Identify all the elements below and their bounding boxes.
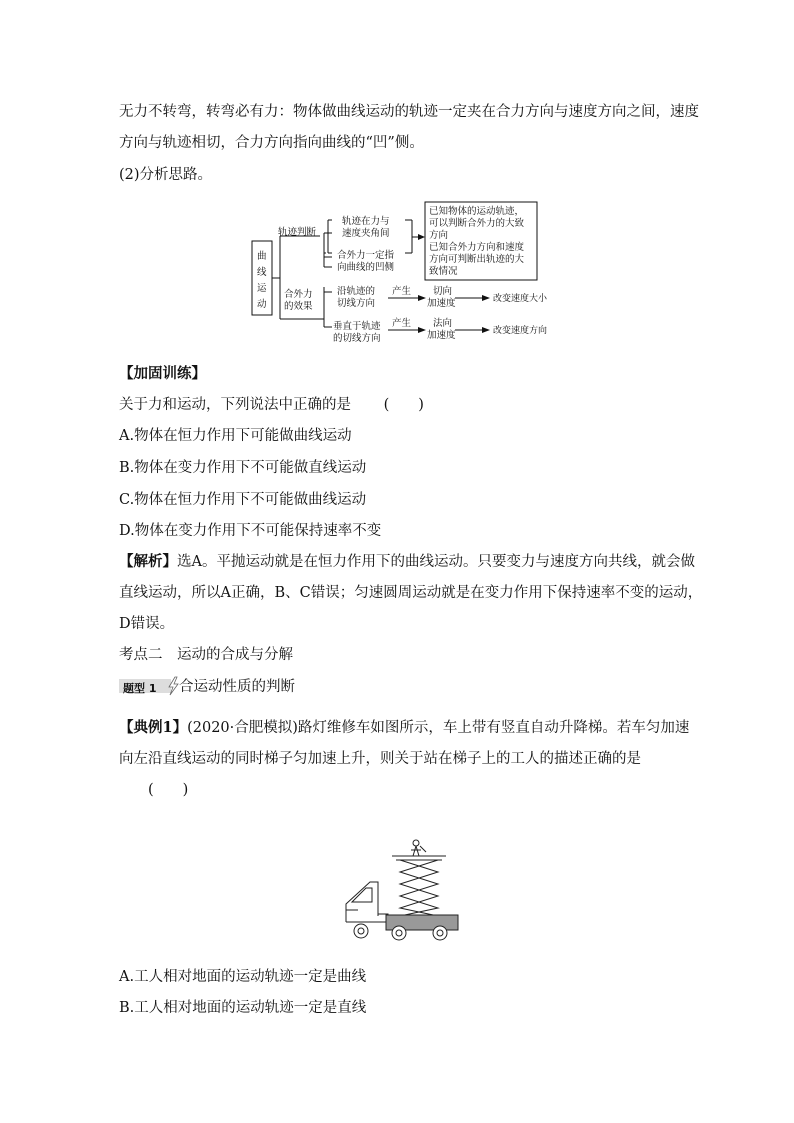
branch-force-1: 合外力 <box>284 289 313 300</box>
example-source: (2020·合肥模拟) <box>187 720 298 736</box>
answer-paren: ( ) <box>383 397 424 413</box>
example-text-1: 路灯维修车如图所示，车上带有竖直自动升降梯。若车匀加速 <box>297 720 690 736</box>
intro-line-2: 方向与轨迹相切，合力方向指向曲线的“凹”侧。 <box>119 135 424 151</box>
tag-text: 合运动性质的判断 <box>179 679 295 695</box>
tag-label: 题型 1 <box>123 682 157 695</box>
option-d: D.物体在变力作用下不可能保持速率不变 <box>119 523 382 539</box>
row1-mid-1: 切向 <box>433 286 453 297</box>
row2-mid-1: 法向 <box>433 318 453 329</box>
row1-start-2: 切线方向 <box>337 298 376 309</box>
intro-line-1: 无力不转弯，转弯必有力：物体做曲线运动的轨迹一定夹在合力方向与速度方向之间，速度 <box>119 104 699 120</box>
example-line-1 <box>119 718 689 738</box>
intro-line-3: (2)分析思路。 <box>119 167 213 183</box>
lightning-icon <box>167 677 179 695</box>
box-a-1: 轨迹在力与 <box>342 216 390 227</box>
row1-end: 改变速度大小 <box>493 294 548 304</box>
section-title: 考点二 运动的合成与分解 <box>119 647 293 663</box>
training-question <box>119 395 424 415</box>
analysis-label: 【解析】 <box>119 553 177 570</box>
lamp-repair-truck-illustration <box>338 838 463 946</box>
root-char-3: 运 <box>257 283 267 294</box>
example-line-2: 向左沿直线运动的同时梯子匀加速上升，则关于站在梯子上的工人的描述正确的是 <box>119 751 641 767</box>
row2-mid-2: 加速度 <box>427 330 456 341</box>
row2-verb: 产生 <box>392 318 412 329</box>
root-char-1: 曲 <box>257 251 267 262</box>
example-option-b: B.工人相对地面的运动轨迹一定是直线 <box>119 1000 367 1016</box>
example-paren: ( ) <box>148 782 189 798</box>
row2-end: 改变速度方向 <box>493 326 548 336</box>
analysis-line-1 <box>119 552 695 572</box>
example-label: 【典例1】 <box>119 719 188 736</box>
question-text: 关于力和运动，下列说法中正确的是 <box>119 397 351 413</box>
training-heading: 【加固训练】 <box>119 365 206 382</box>
row2-start-2: 的切线方向 <box>333 333 381 344</box>
branch-force-2: 的效果 <box>284 301 313 312</box>
option-c: C.物体在恒力作用下不可能做曲线运动 <box>119 492 367 508</box>
row2-start-1: 垂直于轨迹 <box>333 321 381 332</box>
analysis-text-1: 选A。平抛运动就是在恒力作用下的曲线运动。只要变力与速度方向共线，就会做 <box>177 554 695 570</box>
box-b-2: 向曲线的凹侧 <box>337 262 395 273</box>
box-a-2: 速度夹角间 <box>342 228 390 239</box>
row1-mid-2: 加速度 <box>427 298 456 309</box>
root-char-2: 线 <box>257 267 267 278</box>
branch-trajectory: 轨迹判断 <box>278 227 317 238</box>
analysis-flowchart <box>240 195 548 345</box>
option-b: B.物体在变力作用下不可能做直线运动 <box>119 460 367 476</box>
root-char-4: 动 <box>257 299 267 310</box>
result-2: 可以判断合外力的大致 <box>429 218 525 229</box>
example-option-a: A.工人相对地面的运动轨迹一定是曲线 <box>119 969 367 985</box>
box-b-1: 合外力一定指 <box>337 250 395 261</box>
analysis-line-2: 直线运动，所以A正确，B、C错误；匀速圆周运动就是在变力作用下保持速率不变的运动， <box>119 585 703 601</box>
result-4: 已知合外力方向和速度 <box>429 242 525 253</box>
result-3: 方向 <box>429 230 449 241</box>
option-a: A.物体在恒力作用下可能做曲线运动 <box>119 428 352 444</box>
result-6: 致情况 <box>429 266 458 277</box>
row1-start-1: 沿轨迹的 <box>337 286 376 297</box>
tag-badge <box>119 679 171 693</box>
result-5: 方向可判断出轨迹的大 <box>429 254 525 265</box>
analysis-line-3: D错误。 <box>119 616 175 632</box>
result-1: 已知物体的运动轨迹， <box>429 206 525 217</box>
row1-verb: 产生 <box>392 286 412 297</box>
